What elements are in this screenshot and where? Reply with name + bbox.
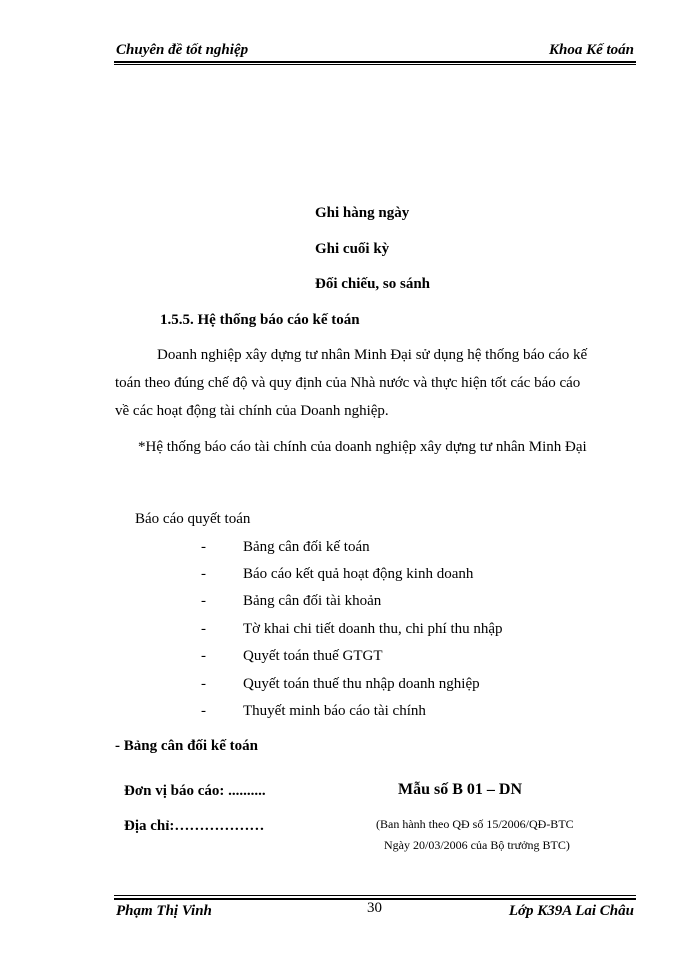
list-item: Báo cáo kết quả hoạt động kinh doanh <box>243 566 474 582</box>
list-dash: - <box>201 648 206 664</box>
list-item: Bảng cân đối kế toán <box>243 539 370 555</box>
form-code: Mẫu số B 01 – DN <box>398 781 523 798</box>
list-item: Tờ khai chi tiết doanh thu, chi phí thu nhập <box>243 621 503 637</box>
header-rule-thin <box>114 64 636 65</box>
reports-title: Báo cáo quyết toán <box>135 511 251 527</box>
list-item: Quyết toán thuế GTGT <box>243 648 383 664</box>
header-rule <box>114 61 636 63</box>
list-item: Thuyết minh báo cáo tài chính <box>243 703 426 719</box>
list-dash: - <box>201 566 206 582</box>
address-label: Địa chỉ:……………… <box>124 818 265 834</box>
list-dash: - <box>201 676 206 692</box>
paragraph-line-2: toán theo đúng chế độ và quy định của Nhà nước và thực hiện tốt các báo cáo <box>115 375 581 391</box>
unit-label: Đơn vị báo cáo: .......... <box>124 783 266 799</box>
list-dash: - <box>201 621 206 637</box>
legend-daily: Ghi hàng ngày <box>315 205 410 221</box>
legend-reconcile: Đối chiếu, so sánh <box>315 276 431 292</box>
footer-author: Phạm Thị Vinh <box>116 903 212 919</box>
paragraph-line-3: về các hoạt động tài chính của Doanh nghiệp. <box>115 403 389 419</box>
legend-end-period: Ghi cuối kỳ <box>315 241 390 257</box>
header-left-title: Chuyên đề tốt nghiệp <box>116 42 249 58</box>
issued-line-1: (Ban hành theo QĐ số 15/2006/QĐ-BTC <box>376 817 574 831</box>
list-dash: - <box>201 539 206 555</box>
paragraph-line-1: Doanh nghiệp xây dựng tư nhân Minh Đại sử dụng hệ thống báo cáo kế <box>157 347 588 363</box>
balance-sheet-heading: - Bảng cân đối kế toán <box>115 738 258 754</box>
footer-rule-thin <box>114 895 636 896</box>
footer-class: Lớp K39A Lai Châu <box>508 903 634 919</box>
section-heading: 1.5.5. Hệ thống báo cáo kế toán <box>160 312 360 328</box>
issued-line-2: Ngày 20/03/2006 của Bộ trưởng BTC) <box>384 838 570 852</box>
system-note: *Hệ thống báo cáo tài chính của doanh nghiệp xây dựng tư nhân Minh Đại <box>138 439 587 455</box>
list-item: Quyết toán thuế thu nhập doanh nghiệp <box>243 676 480 692</box>
header-right-title: Khoa Kế toán <box>548 42 634 58</box>
page-number: 30 <box>367 900 382 916</box>
list-item: Bảng cân đối tài khoản <box>243 593 382 609</box>
list-dash: - <box>201 703 206 719</box>
list-dash: - <box>201 593 206 609</box>
